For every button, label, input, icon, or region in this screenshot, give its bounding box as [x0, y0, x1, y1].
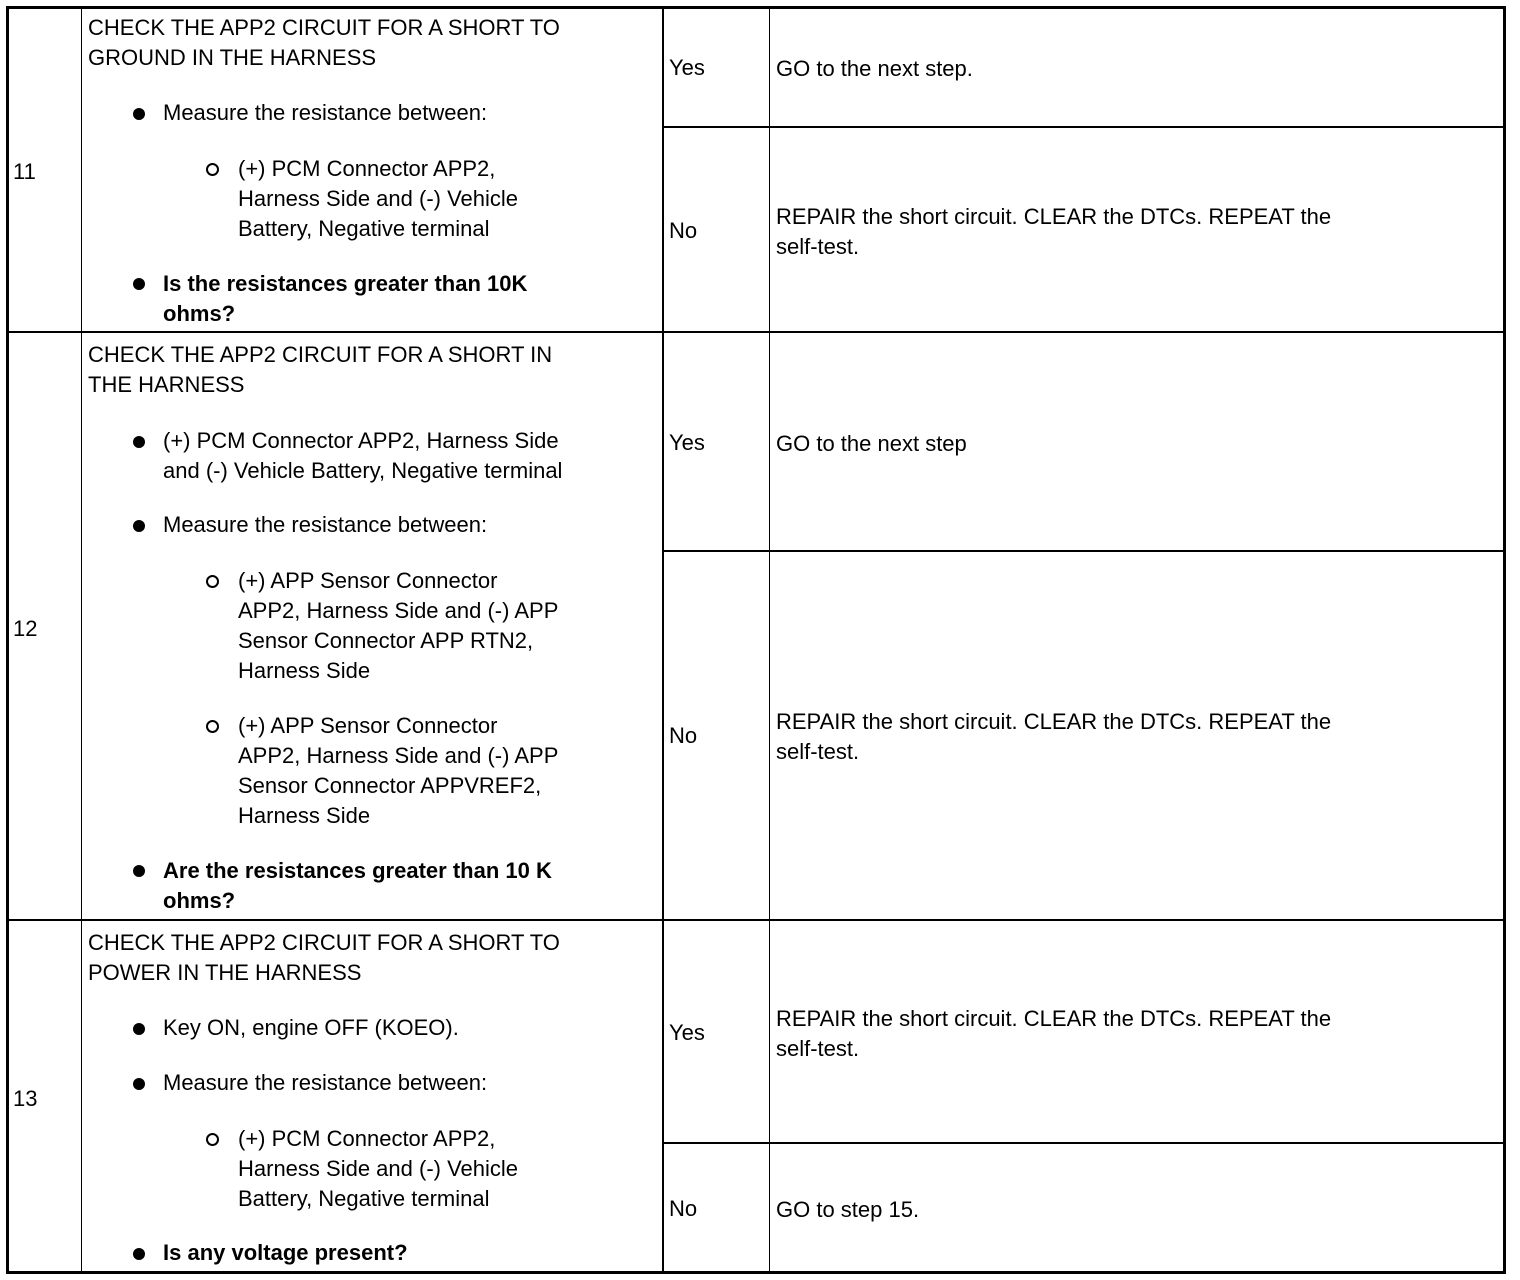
outcome-divider: [662, 126, 1506, 128]
answer-yes: Yes: [669, 430, 705, 455]
question: Are the resistances greater than 10 K: [163, 858, 552, 883]
answer-yes: Yes: [669, 55, 705, 80]
bullet-icon: [133, 520, 145, 532]
action-text: GO to step 15.: [776, 1197, 920, 1222]
step-number: 13: [13, 1086, 38, 1111]
bullet-icon: [133, 108, 145, 120]
sub-instruction: Sensor Connector APP RTN2,: [238, 628, 534, 653]
step-number: 11: [13, 159, 36, 184]
action-text: self-test.: [776, 1036, 860, 1061]
bullet-icon: [133, 865, 145, 877]
column-divider: [769, 6, 770, 1274]
sub-instruction: (+) PCM Connector APP2,: [238, 1126, 496, 1151]
sub-bullet-icon: [206, 163, 219, 176]
row-divider: [6, 331, 1506, 333]
answer-yes: Yes: [669, 1020, 705, 1045]
action-text: REPAIR the short circuit. CLEAR the DTCs. REPEAT the: [776, 204, 1332, 229]
step-title: POWER IN THE HARNESS: [88, 960, 362, 985]
sub-instruction: Battery, Negative terminal: [238, 216, 490, 241]
sub-instruction: (+) PCM Connector APP2,: [238, 156, 496, 181]
bullet-icon: [133, 1248, 145, 1260]
sub-instruction: APP2, Harness Side and (-) APP: [238, 598, 559, 623]
step-number: 12: [13, 616, 38, 641]
outcome-divider: [662, 1142, 1506, 1144]
bullet-icon: [133, 436, 145, 448]
sub-bullet-icon: [206, 575, 219, 588]
instruction: Key ON, engine OFF (KOEO).: [163, 1015, 459, 1040]
instruction: and (-) Vehicle Battery, Negative terminal: [163, 458, 563, 483]
sub-instruction: Battery, Negative terminal: [238, 1186, 490, 1211]
answer-no: No: [669, 218, 698, 243]
step-title: THE HARNESS: [88, 372, 245, 397]
question: ohms?: [163, 301, 236, 326]
step-title: CHECK THE APP2 CIRCUIT FOR A SHORT TO: [88, 15, 560, 40]
sub-bullet-icon: [206, 1133, 219, 1146]
sub-instruction: (+) APP Sensor Connector: [238, 713, 498, 738]
bullet-icon: [133, 1023, 145, 1035]
bullet-icon: [133, 1078, 145, 1090]
outcome-divider: [662, 550, 1506, 552]
answer-no: No: [669, 1196, 698, 1221]
action-text: GO to the next step.: [776, 56, 973, 81]
action-text: REPAIR the short circuit. CLEAR the DTCs. REPEAT the: [776, 1006, 1332, 1031]
instruction: Measure the resistance between:: [163, 1070, 488, 1095]
sub-instruction: Harness Side and (-) Vehicle: [238, 186, 519, 211]
column-divider: [662, 6, 664, 1274]
action-text: self-test.: [776, 739, 860, 764]
sub-bullet-icon: [206, 720, 219, 733]
sub-instruction: Harness Side: [238, 658, 371, 683]
question: Is the resistances greater than 10K: [163, 271, 528, 296]
question: ohms?: [163, 888, 236, 913]
sub-instruction: Sensor Connector APPVREF2,: [238, 773, 542, 798]
sub-instruction: Harness Side: [238, 803, 371, 828]
question: Is any voltage present?: [163, 1240, 408, 1265]
sub-instruction: APP2, Harness Side and (-) APP: [238, 743, 559, 768]
action-text: REPAIR the short circuit. CLEAR the DTCs. REPEAT the: [776, 709, 1332, 734]
bullet-icon: [133, 278, 145, 290]
step-title: CHECK THE APP2 CIRCUIT FOR A SHORT IN: [88, 342, 553, 367]
action-text: GO to the next step: [776, 431, 967, 456]
sub-instruction: (+) APP Sensor Connector: [238, 568, 498, 593]
row-divider: [6, 919, 1506, 921]
instruction: Measure the resistance between:: [163, 100, 488, 125]
instruction: (+) PCM Connector APP2, Harness Side: [163, 428, 559, 453]
column-divider: [81, 6, 82, 1274]
step-title: CHECK THE APP2 CIRCUIT FOR A SHORT TO: [88, 930, 560, 955]
answer-no: No: [669, 723, 698, 748]
action-text: self-test.: [776, 234, 860, 259]
sub-instruction: Harness Side and (-) Vehicle: [238, 1156, 519, 1181]
instruction: Measure the resistance between:: [163, 512, 488, 537]
step-title: GROUND IN THE HARNESS: [88, 45, 377, 70]
